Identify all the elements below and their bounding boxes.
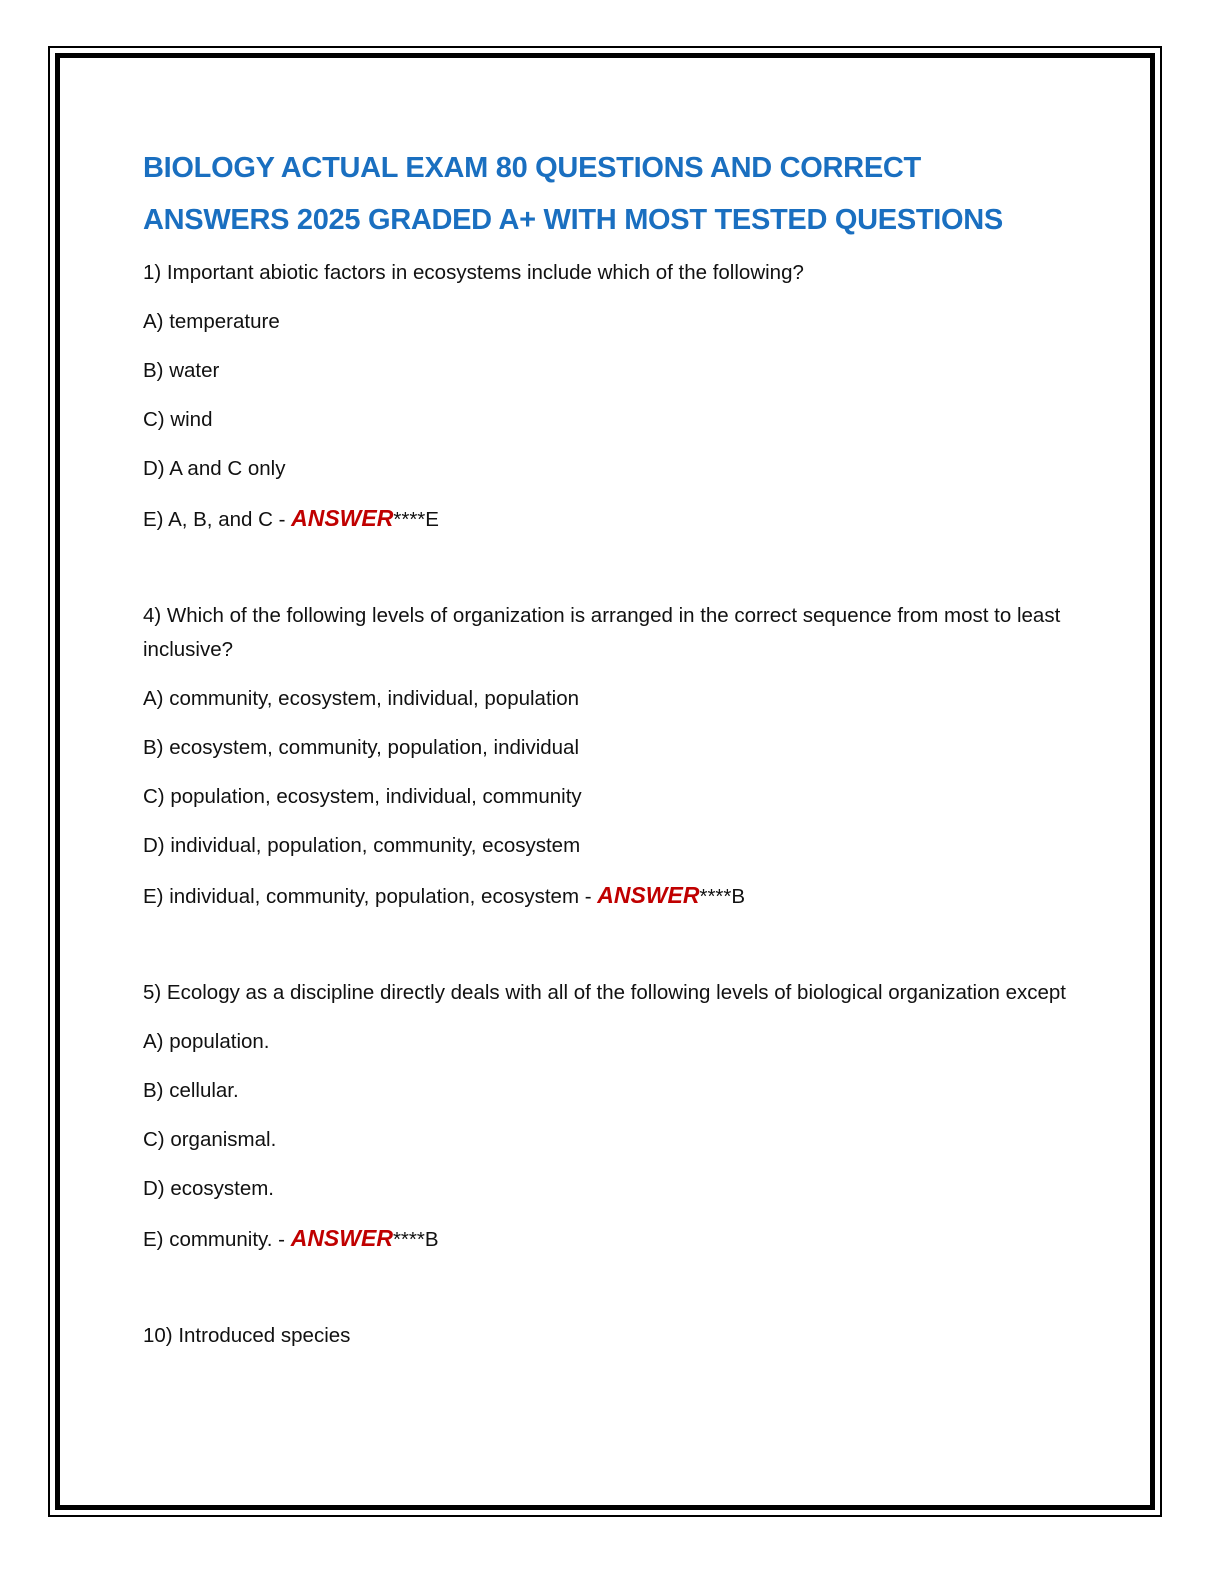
option-a: A) population. [143,1030,270,1053]
option-c: C) wind [143,408,213,431]
answer-label: ANSWER [291,505,394,531]
option-e-with-answer [143,501,1073,537]
option-e-with-answer [143,1221,1073,1257]
question-10 [143,1319,1073,1353]
question-5 [143,976,1073,1257]
answer-value: ****B [699,885,746,908]
option-b: B) cellular. [143,1079,239,1102]
option-a: A) community, ecosystem, individual, population [143,687,580,710]
option-a: A) temperature [143,310,280,333]
option-c: C) organismal. [143,1128,277,1151]
option-b: B) water [143,359,220,382]
option-e: E) A, B, and C - [143,508,292,531]
option-e-with-answer [143,878,1073,914]
question-text: 4) Which of the following levels of organization is arranged in the correct sequence from most to least inclusive? [143,604,1061,661]
answer-value: ****E [393,508,439,531]
answer-value: ****B [392,1228,439,1251]
option-d: D) individual, population, community, ecosystem [143,834,581,857]
question-4 [143,599,1073,914]
option-d: D) A and C only [143,457,286,480]
question-text: 10) Introduced species [143,1324,351,1347]
document-title [143,142,1073,246]
document-body [143,142,1073,1368]
answer-label: ANSWER [597,882,700,908]
option-e: E) individual, community, population, ecosystem - [143,885,598,908]
option-b: B) ecosystem, community, population, individual [143,736,580,759]
option-e: E) community. - [143,1228,291,1251]
question-1 [143,256,1073,537]
title-line-2: ANSWERS 2025 GRADED A+ WITH MOST TESTED QUESTIONS [143,204,1003,236]
title-line-1: BIOLOGY ACTUAL EXAM 80 QUESTIONS AND CORRECT [143,152,921,184]
answer-label: ANSWER [290,1225,393,1251]
option-c: C) population, ecosystem, individual, community [143,785,582,808]
question-text: 1) Important abiotic factors in ecosystems include which of the following? [143,261,804,284]
question-text: 5) Ecology as a discipline directly deals with all of the following levels of biological organization except [143,981,1067,1004]
option-d: D) ecosystem. [143,1177,274,1200]
